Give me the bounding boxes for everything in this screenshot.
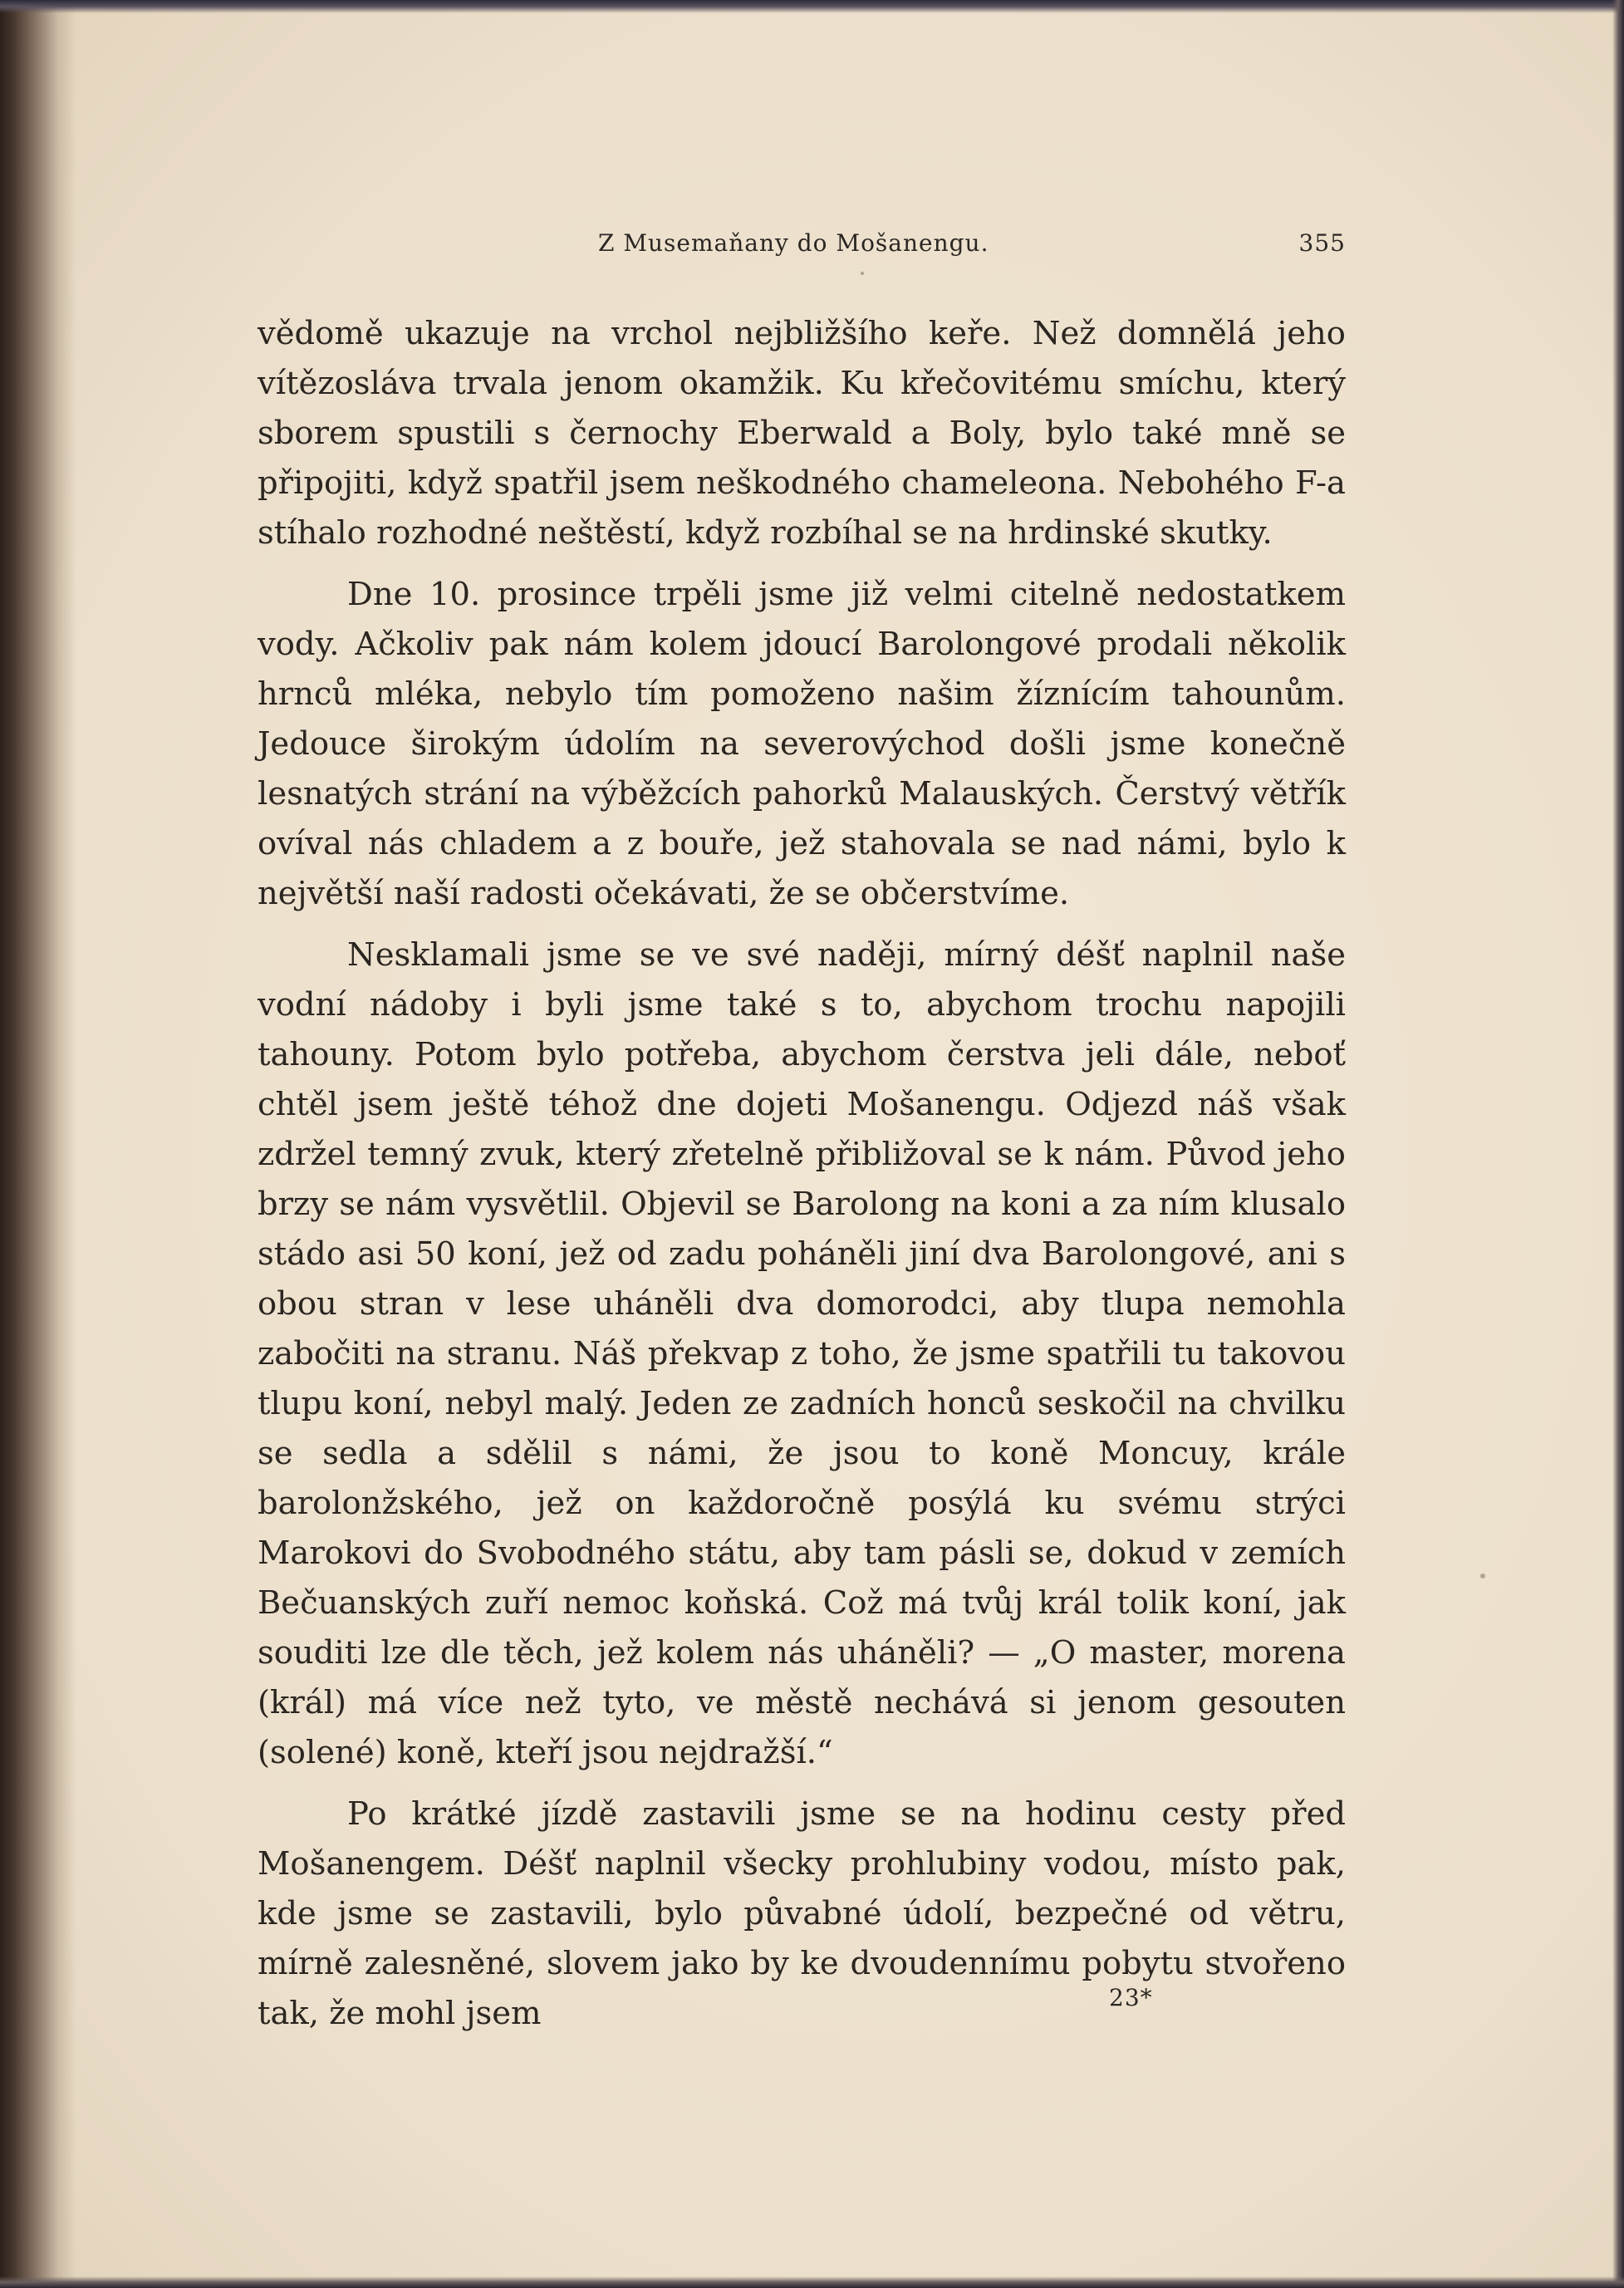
- body-text: [258, 309, 1346, 2039]
- paper-speck: [861, 272, 864, 275]
- bottom-page-edge: [0, 2276, 1624, 2288]
- binding-gutter-shadow: [0, 0, 76, 2288]
- right-page-edge: [1612, 0, 1624, 2288]
- paragraph: Nesklamali jsme se ve své naději, mírný déšť naplnil naše vodní nádoby i byli jsme také s to, abychom trochu napojili tahouny. Potom bylo potřeba, abychom čerstva jeli dále, neboť chtěl jsem ještě téhož dne dojeti Mošanengu. Odjezd náš však zdržel temný zvuk, který zřetelně přibližoval se k nám. Původ jeho brzy se nám vysvětlil. Objevil se Barolong na koni a za ním klusalo stádo asi 50 koní, jež od zadu poháněli jiní dva Barolongové, ani s obou stran v lese uháněli dva domorodci, aby tlupa nemohla zabočiti na stranu. Náš překvap z toho, že jsme spatřili tu takovou tlupu koní, nebyl malý. Jeden ze zadních honců seskočil na chvilku se sedla a sdělil s námi, že jsou to koně Moncuy, krále barolonžského, jež on každoročně posýlá ku svému strýci Marokovi do Svobodného státu, aby tam pásli se, dokud v zemích Bečuanských zuří nemoc koňská. Což má tvůj král tolik koní, jak souditi lze dle těch, jež kolem nás uháněli? — „O master, morena (král) má více než tyto, ve městě nechává si jenom gesouten (solené) koně, kteří jsou nejdražší.“: [258, 936, 1346, 1771]
- paragraph: Po krátké jízdě zastavili jsme se na hodinu cesty před Mošanengem. Déšť naplnil všecky prohlubiny vodou, místo pak, kde jsme se zastavili, bylo půvabné údolí, bezpečné od větru, mírně zalesněné, slovem jako by ke dvoudennímu pobytu stvořeno tak, že mohl jsem: [258, 1795, 1346, 2032]
- paper-speck: [1480, 1574, 1485, 1579]
- running-header: [258, 229, 1346, 263]
- running-title: Z Musemaňany do Mošanengu.: [598, 229, 989, 257]
- paragraph: vědomě ukazuje na vrchol nejbližšího keře. Než domnělá jeho vítězosláva trvala jenom okamžik. Ku křečovitému smíchu, který sborem spustili s černochy Eberwald a Boly, bylo také mně se připojiti, když spatřil jsem neškodného chameleona. Nebohého F-a stíhalo rozhodné neštěstí, když rozbíhal se na hrdinské skutky.: [258, 315, 1346, 552]
- paragraph: Dne 10. prosince trpěli jsme již velmi citelně nedostatkem vody. Ačkoliv pak nám kolem jdoucí Barolongové prodali několik hrnců mléka, nebylo tím pomoženo našim žíznícím tahounům. Jedouce širokým údolím na severovýchod došli jsme konečně lesnatých strání na výběžcích pahorků Malauských. Čerstvý větřík ovíval nás chladem a z bouře, jež stahovala se nad námi, bylo k největší naší radosti očekávati, že se občerstvíme.: [258, 576, 1346, 912]
- signature-mark: 23*: [1109, 1984, 1153, 2011]
- top-page-edge: [0, 0, 1624, 13]
- page-number: 355: [1298, 229, 1346, 257]
